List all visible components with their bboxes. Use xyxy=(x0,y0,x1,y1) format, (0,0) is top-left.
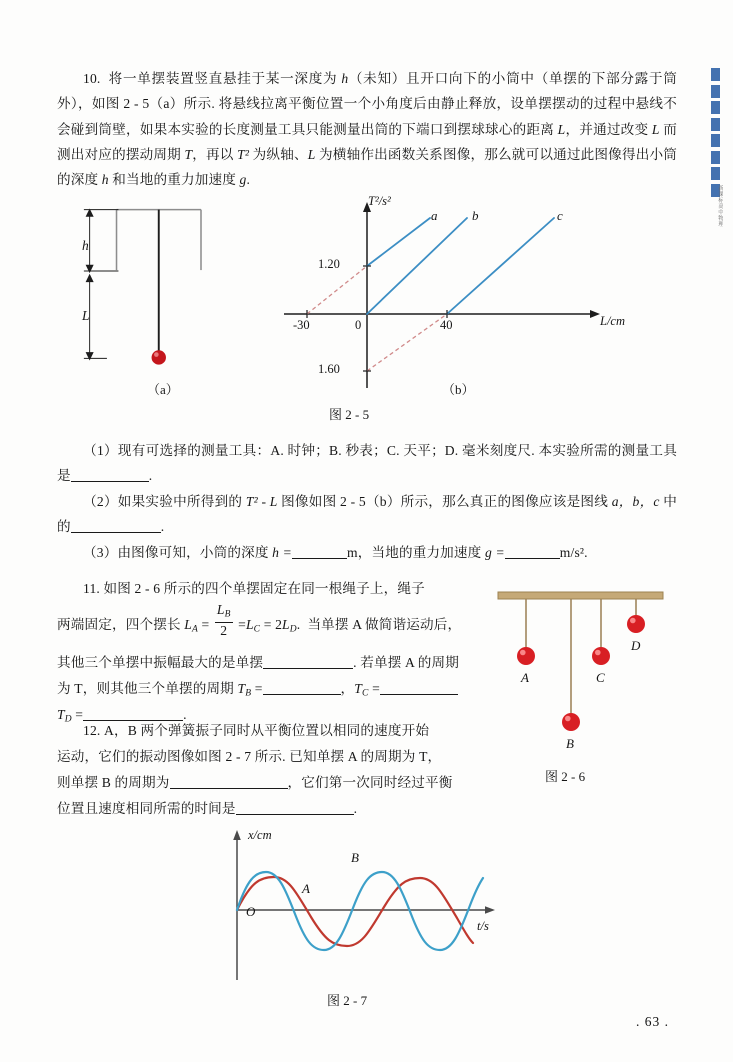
sub3-g-label: g = xyxy=(484,545,505,560)
p12-line3-before: 则单摆 B 的周期为 xyxy=(57,775,170,790)
p11-tail: . xyxy=(183,707,187,722)
problem-11-line-1 xyxy=(57,576,487,601)
sub3-h-label: h = xyxy=(272,545,292,560)
bob-label-B: B xyxy=(566,736,574,751)
p11-LD-sub: D xyxy=(289,624,297,635)
p11-eq-TD: = xyxy=(75,707,84,722)
p10-var-L3: L xyxy=(307,146,316,162)
series-line-b xyxy=(367,218,467,314)
p11-LA: L xyxy=(184,616,192,632)
p12-line1: A，B 两个弹簧振子同时从平衡位置以相同的速度开始 xyxy=(104,723,430,738)
y-axis-arrow-27 xyxy=(233,830,241,840)
sub2-letters: a，b，c xyxy=(611,494,660,509)
chart-xtick-40: 40 xyxy=(440,318,453,332)
sub3-label: （3） xyxy=(83,545,118,560)
problem-12-line-2 xyxy=(57,744,487,769)
p11-eq-period: . xyxy=(296,616,301,632)
p10-var-h2: h xyxy=(101,172,109,188)
figure-2-5-caption: 图 2 - 5 xyxy=(329,407,370,422)
p11-TC: T xyxy=(354,681,363,696)
problem-11-number: 11. xyxy=(83,581,100,596)
curve-label-B: B xyxy=(351,850,359,865)
p11-line3: 其他三个单摆中振幅最大的是单摆 xyxy=(57,655,264,670)
p10-seg-10: 为纵轴、 xyxy=(249,146,308,162)
p11-TD: T xyxy=(57,707,65,722)
curve-B xyxy=(237,872,483,950)
sub2-math: T² - L xyxy=(245,494,278,509)
x-axis-arrow xyxy=(590,310,600,318)
problem-11-line-2 xyxy=(57,603,497,647)
p11-line1: 如图 2 - 6 所示的四个单摆固定在同一根绳子上，绳子 xyxy=(103,581,425,596)
sub2-text-mid: 图像如图 2 - 5（b）所示，那么真正的图像应该是图线 xyxy=(277,494,612,509)
bob-A xyxy=(517,647,535,665)
p12-periodB-blank[interactable] xyxy=(170,788,288,789)
p11-eq-TC: = xyxy=(372,681,380,696)
p11-TB-blank[interactable] xyxy=(263,694,341,695)
figure-2-7-chart xyxy=(215,822,515,987)
figure-2-6-caption: 图 2 - 6 xyxy=(545,769,586,784)
p11-eq3: = 2 xyxy=(263,616,283,632)
pendulum-bobs xyxy=(517,615,645,731)
figure-2-5a-diagram xyxy=(57,196,297,396)
figure-2-5b-caption: （b） xyxy=(442,382,475,397)
p11-TB-sub: B xyxy=(245,688,252,699)
sub2-label: （2） xyxy=(83,494,118,509)
figure-2-5a-caption: （a） xyxy=(147,382,179,397)
p10-var-h: h xyxy=(341,71,349,86)
page-number: . 63 . xyxy=(636,1014,669,1029)
problem-12-line-1 xyxy=(57,718,487,743)
p10-seg-8: ，再以 xyxy=(192,146,238,162)
chart-axes-27 xyxy=(233,830,495,980)
problem-12-line-4 xyxy=(57,796,487,821)
figure-2-5 xyxy=(57,196,677,428)
p11-LA-sub: A xyxy=(191,624,198,635)
p10-seg-14: 和当地的重力加速度 xyxy=(108,172,240,188)
label-h: h xyxy=(82,238,89,253)
curve-label-A: A xyxy=(302,881,310,896)
problem-10-sub-2 xyxy=(57,489,677,540)
sub1-tail: . xyxy=(148,468,153,484)
problem-11-line-3 xyxy=(57,650,487,675)
problem-12-line-3 xyxy=(57,770,487,795)
chart-ytick-160: 1.60 xyxy=(318,362,340,376)
chart-x-axis-label: L/cm xyxy=(600,314,625,328)
pendulum-bob-highlight xyxy=(154,352,159,357)
p11-comma: ， xyxy=(340,681,355,696)
chart-ticks xyxy=(307,266,447,371)
dashed-extension-lines xyxy=(307,266,447,371)
p11-frac-num-sub: B xyxy=(224,609,231,620)
p11-LD: L xyxy=(282,616,290,632)
chart-label-b: b xyxy=(472,208,479,223)
sub2-text-before: 如果实验中所得到的 xyxy=(117,494,246,509)
p11-eq2: = xyxy=(238,616,246,632)
p10-seg-16: . xyxy=(246,172,251,188)
bob-C xyxy=(592,647,610,665)
p11-line2-after: 当单摆 A 做简谐运动后， xyxy=(307,616,462,632)
bob-label-D: D xyxy=(631,638,641,653)
p12-time-blank[interactable] xyxy=(236,814,354,815)
chart-y-axis-label-27: x/cm xyxy=(248,828,272,842)
p12-line3-after: ，它们第一次同时经过平衡 xyxy=(287,775,453,790)
chart-origin-label: 0 xyxy=(355,318,362,332)
p11-line3-tail: . 若单摆 A 的周期 xyxy=(353,655,460,670)
problem-10-number: 10. xyxy=(83,71,101,86)
p11-amplitude-blank[interactable] xyxy=(263,668,353,669)
p11-eq-TB: = xyxy=(254,681,263,696)
margin-vertical-note: 新课标高中物理 xyxy=(717,185,723,227)
p10-var-T2: T² xyxy=(237,146,250,162)
figure-2-6-diagram xyxy=(488,586,688,776)
sub1-answer-blank[interactable] xyxy=(71,481,149,482)
p10-seg-4: ，并通过改变 xyxy=(565,121,652,137)
p11-frac-den: 2 xyxy=(220,622,228,638)
problem-12-number: 12. xyxy=(83,723,101,738)
p10-seg-2: （未知）且开口向下的小筒中（单摆的下部分露于筒外），如图 2 - 5（a）所示. 将悬线拉离平衡位置一个小角度后由静止释放，设单摆摆动的过程中悬线不会碰到筒壁，如果本实验的长度测量工具只能测量出筒的下端口到摆球球心的距离 xyxy=(57,71,678,137)
curve-A xyxy=(237,877,473,946)
p12-line2: 运动，它们的振动图像如图 2 - 7 所示. 已知单摆 A 的周期为 T， xyxy=(57,749,442,764)
p10-var-L2: L xyxy=(651,121,660,137)
chart-ytick-120: 1.20 xyxy=(318,257,340,271)
sub3-text-mid: 当地的重力加速度 xyxy=(371,545,485,560)
chart-series-lines xyxy=(367,218,554,314)
chart-xtick-neg30: -30 xyxy=(293,318,310,332)
p11-line2-before: 两端固定，四个摆长 xyxy=(57,616,185,632)
p11-LC: L xyxy=(245,616,254,632)
chart-origin-label-27: O xyxy=(246,904,256,919)
x-axis-arrow-27 xyxy=(485,906,495,914)
sub3-unit-2: m/s². xyxy=(559,545,588,560)
chart-label-a: a xyxy=(431,208,438,223)
bob-D xyxy=(627,615,645,633)
pendulum-strings xyxy=(526,599,636,714)
sub2-answer-blank[interactable] xyxy=(71,532,161,533)
label-L: L xyxy=(82,308,90,323)
p10-seg-0: 将一单摆装置竖直悬挂于某一深度为 xyxy=(108,71,342,86)
sub3-unit-1: m， xyxy=(347,545,372,560)
p11-LC-sub: C xyxy=(253,624,261,635)
p11-frac-num: L xyxy=(216,602,225,617)
p10-var-T: T xyxy=(184,146,193,162)
sub3-g-blank[interactable] xyxy=(505,558,560,559)
dimension-ticks xyxy=(84,210,119,359)
bob-label-C: C xyxy=(596,670,605,685)
p11-line4-before: 为 T，则其他三个单摆的周期 xyxy=(57,681,238,696)
sub2-text-after: 中的 xyxy=(57,494,677,535)
p11-eq1: = xyxy=(201,616,210,632)
p10-seg-12: 为横轴作出函数关系图像，那么就可以通过此图像得出小筒的深度 xyxy=(57,146,677,188)
figure-2-7-caption: 图 2 - 7 xyxy=(327,993,368,1008)
p11-TC-blank[interactable] xyxy=(380,694,458,695)
bob-B xyxy=(562,713,580,731)
problem-10-sub-3 xyxy=(57,540,677,565)
sub3-text-before: 由图像可知，小筒的深度 xyxy=(117,545,273,560)
bob-label-A: A xyxy=(521,670,529,685)
problem-10-sub-1 xyxy=(57,438,677,489)
p12-line4-tail: . xyxy=(353,801,358,816)
p11-TB: T xyxy=(237,681,246,696)
sub2-tail: . xyxy=(160,519,165,535)
p11-TC-sub: C xyxy=(362,688,369,699)
sub1-text: 现有可选择的测量工具：A. 时钟；B. 秒表；C. 天平；D. 毫米刻度尺. 本实验所需的测量工具是 xyxy=(57,443,677,484)
pendulum-bob xyxy=(152,350,166,364)
series-line-c xyxy=(447,218,554,314)
series-line-a xyxy=(367,218,430,266)
p11-fraction-LB-over-2 xyxy=(215,603,233,638)
chart-x-axis-label-27: t/s xyxy=(477,919,489,933)
figure-2-7 xyxy=(215,822,515,1008)
p10-var-L1: L xyxy=(557,121,566,137)
chart-label-c: c xyxy=(557,208,563,223)
chart-y-axis-label: T²/s² xyxy=(368,194,391,208)
support-rope xyxy=(498,592,663,599)
problem-10-body xyxy=(57,66,677,192)
sub3-h-blank[interactable] xyxy=(292,558,347,559)
figure-2-6 xyxy=(488,586,688,786)
sub1-label: （1） xyxy=(83,443,118,458)
p11-TD-sub: D xyxy=(64,714,72,725)
p10-var-g: g xyxy=(239,172,247,188)
p10-seg-6: 而测出对应的摆动周期 xyxy=(57,121,677,162)
p12-line4-before: 位置且速度相同所需的时间是 xyxy=(57,801,236,816)
